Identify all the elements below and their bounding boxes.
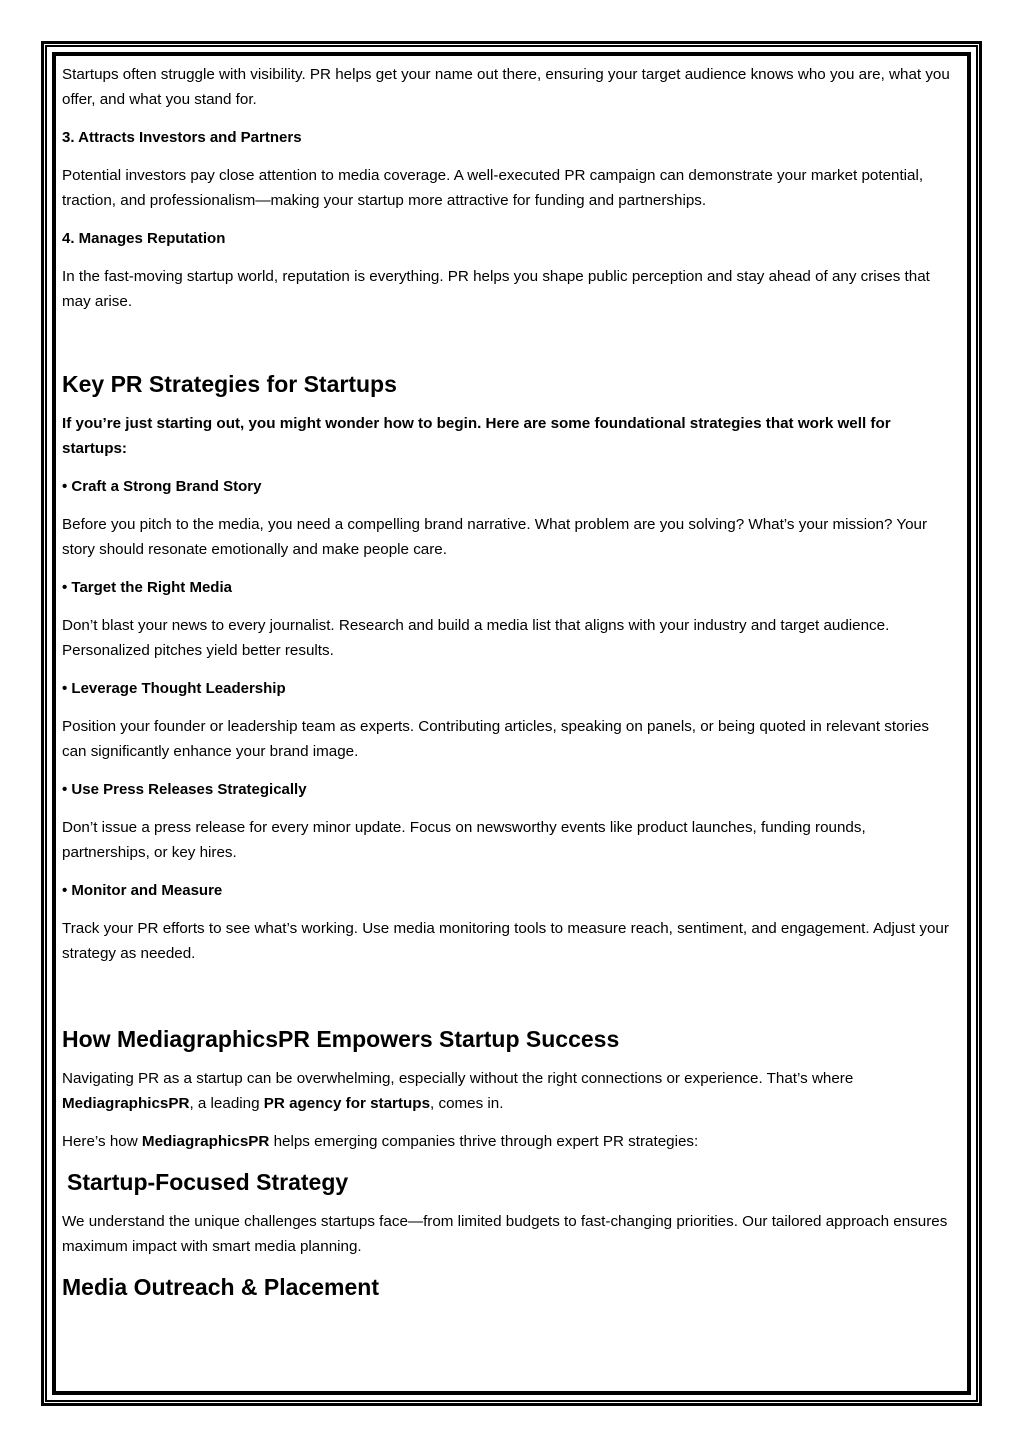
p2-brand-name: MediagraphicsPR <box>141 1133 270 1150</box>
media-outreach-heading: Media Outreach & Placement <box>62 1274 379 1300</box>
p1-end-text: , comes in. <box>430 1095 504 1112</box>
p1-start-text: Navigating PR as a startup can be overwhelming, especially without the right connections or experience. That’s where <box>62 1070 854 1087</box>
strategy-label-press-releases: • Use Press Releases Strategically <box>62 781 307 798</box>
mediagraphics-heading: How MediagraphicsPR Empowers Startup Success <box>62 1026 620 1052</box>
item-3-text: Potential investors pay close attention to media coverage. A well-executed PR campaign can demonstrate your market potential, traction, and professionalism—making your startup more attractive for funding and partnerships. <box>62 167 924 209</box>
strategy-text-press-releases: Don’t issue a press release for every minor update. Focus on newsworthy events like product launches, funding rounds, partnerships, or key hires. <box>62 819 866 861</box>
p2-end-text: helps emerging companies thrive through expert PR strategies: <box>269 1133 699 1150</box>
strategy-text-target-media: Don’t blast your news to every journalist. Research and build a media list that aligns with your industry and target audience. Personalized pitches yield better results. <box>62 617 890 659</box>
mediagraphics-paragraph-2 <box>62 1129 952 1154</box>
startup-focused-text: We understand the unique challenges startups face—from limited budgets to fast-changing priorities. Our tailored approach ensures maximum impact with smart media planning. <box>62 1213 948 1255</box>
strategy-text-thought-leadership: Position your founder or leadership team as experts. Contributing articles, speaking on panels, or being quoted in relevant stories can significantly enhance your brand image. <box>62 718 930 760</box>
strategy-label-thought-leadership: • Leverage Thought Leadership <box>62 680 286 697</box>
item-4-heading: 4. Manages Reputation <box>62 230 226 247</box>
intro-paragraph: Startups often struggle with visibility. PR helps get your name out there, ensuring your target audience knows who you are, what you offer, and what you stand for. <box>62 66 950 108</box>
strategy-text-monitor-measure: Track your PR efforts to see what’s working. Use media monitoring tools to measure reach, sentiment, and engagement. Adjust your strategy as needed. <box>62 920 949 962</box>
startup-focused-heading: Startup-Focused Strategy <box>67 1169 349 1195</box>
strategy-label-monitor-measure: • Monitor and Measure <box>62 882 223 899</box>
p2-start-text: Here’s how <box>62 1133 142 1150</box>
strategies-intro: If you’re just starting out, you might wonder how to begin. Here are some foundational strategies that work well for startups: <box>62 415 891 457</box>
document-body <box>62 62 952 1312</box>
p1-mid-text: , a leading <box>189 1095 264 1112</box>
strategies-heading: Key PR Strategies for Startups <box>62 371 397 397</box>
strategy-text-brand-story: Before you pitch to the media, you need a compelling brand narrative. What problem are you solving? What’s your mission? Your story should resonate emotionally and make people care. <box>62 516 928 558</box>
p1-brand-name: MediagraphicsPR <box>62 1095 190 1112</box>
mediagraphics-paragraph-1 <box>62 1066 952 1116</box>
item-3-heading: 3. Attracts Investors and Partners <box>62 129 302 146</box>
p1-agency-phrase: PR agency for startups <box>263 1095 431 1112</box>
item-4-text: In the fast-moving startup world, reputation is everything. PR helps you shape public perception and stay ahead of any crises that may arise. <box>62 268 930 310</box>
strategy-label-brand-story: • Craft a Strong Brand Story <box>62 478 262 495</box>
strategy-label-target-media: • Target the Right Media <box>62 579 232 596</box>
